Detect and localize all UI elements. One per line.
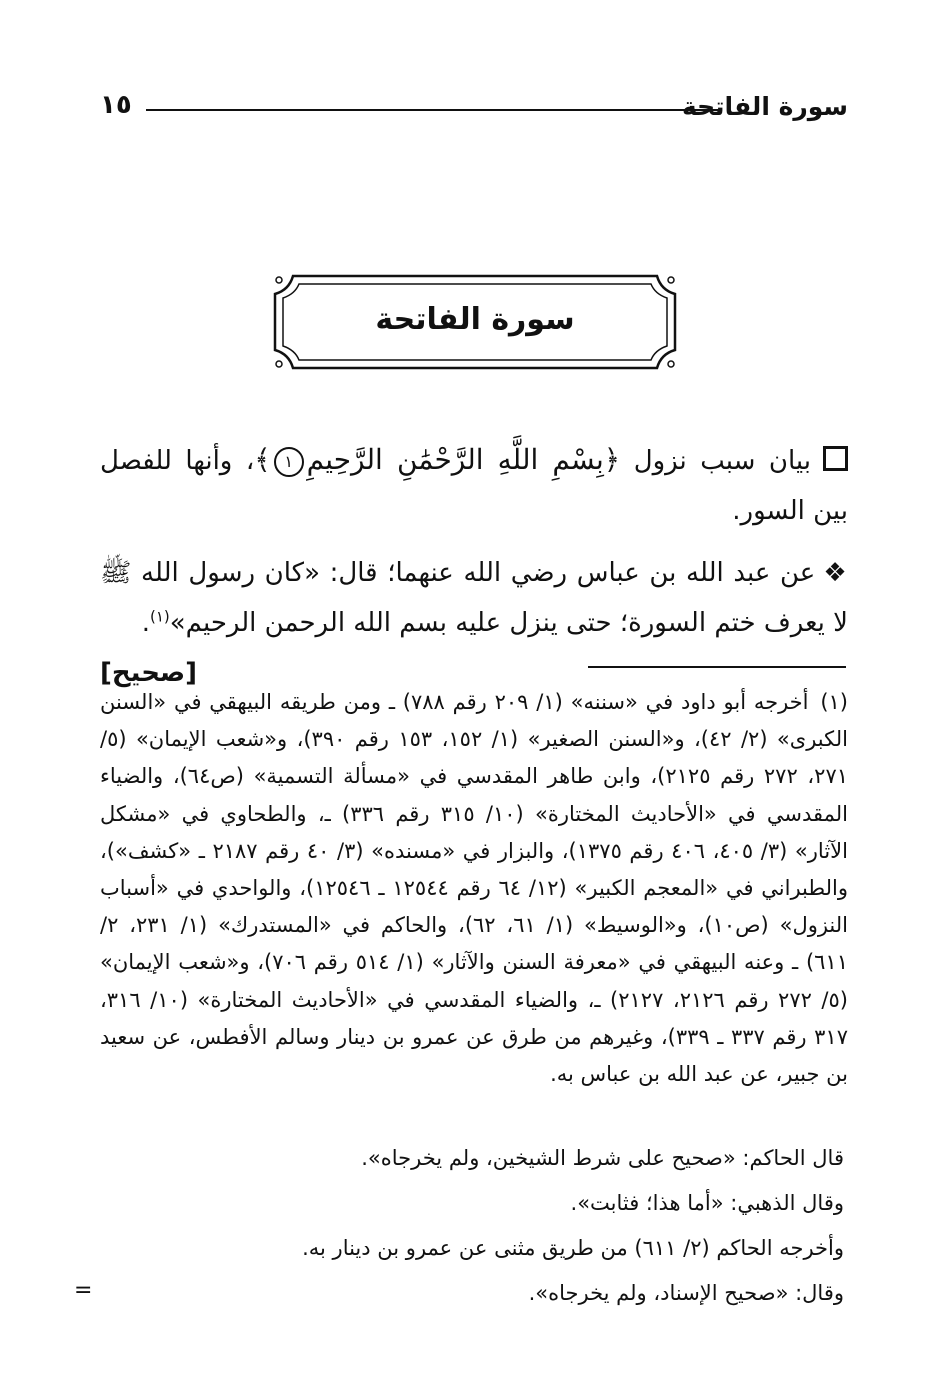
ayah-number-icon: ١: [274, 447, 304, 477]
footnote-hakim-grading: قال الحاكم: «صحيح على شرط الشيخين، ولم يخرجاه».: [361, 1146, 844, 1170]
margin-mark: =: [74, 1278, 93, 1303]
section-title-frame: [271, 272, 679, 372]
footnote-hakim-other-route: وأخرجه الحاكم (٢/ ٦١١) من طريق مثنى عن عمرو بن دينار به.: [302, 1236, 844, 1260]
page-number: ١٥: [100, 90, 132, 120]
hadith-paragraph: [100, 548, 848, 698]
header-rule: [146, 109, 718, 111]
paragraph-heading: [100, 435, 848, 536]
footnote-ref: (١): [149, 607, 170, 626]
hadith-verdict: [صحيح]: [100, 658, 197, 688]
section-title: سورة الفاتحة: [375, 302, 575, 337]
hadith-text: عن عبد الله بن عباس رضي الله عنهما؛ قال: «كان رسول الله ﷺ لا يعرف ختم السورة؛ حتى ينزل عليه بسم الله الرحمن الرحيم»: [100, 558, 848, 638]
footnote-separator: [588, 666, 846, 668]
running-header-title: سورة الفاتحة: [681, 92, 848, 121]
hadith-end: .: [141, 608, 150, 638]
footnote-number: (١): [820, 690, 848, 714]
footnote: [100, 684, 848, 1093]
footnote-text: أخرجه أبو داود في «سننه» (١/ ٢٠٩ رقم ٧٨٨) ـ ومن طريقه البيهقي في «السنن الكبرى» (٢/ ٤٢)، و«السنن الصغير» (١/ ١٥٢، ١٥٣ رقم ٣٩٠)، و«شعب الإيمان» (٥/ ٢٧١، ٢٧٢ رقم ٢١٢٥)، وابن طاهر المقدسي في «مسألة التسمية» (ص٦٤)، والضياء المقدسي في «الأحاديث المختارة» (١٠/ ٣١٥ رقم ٣٣٦) ـ، والطحاوي في «مشكل الآثار» (٣/ ٤٠٥، ٤٠٦ رقم ١٣٧٥)، والبزار في «مسنده» (٣/ ٤٠ رقم ٢١٨٧ ـ «كشف»)، والطبراني في «المعجم الكبير» (١٢/ ٦٤ رقم ١٢٥٤٤ ـ ١٢٥٤٦)، والواحدي في «أسباب النزول» (ص١٠)، و«الوسيط» (١/ ٦١، ٦٢)، والحاكم في «المستدرك» (١/ ٢٣١، ٢/ ٦١١) ـ وعنه البيهقي في «معرفة السنن والآثار» (١/ ٥١٤ رقم ٧٠٦)، و«شعب الإيمان» (٥/ ٢٧٢ رقم ٢١٢٦، ٢١٢٧) ـ، والضياء المقدسي في «الأحاديث المختارة» (١٠/ ٣١٦، ٣١٧ رقم ٣٣٧ ـ ٣٣٩)، وغيرهم من طرق عن عمرو بن دينار وسالم الأفطس، عن سعيد بن جبير، عن عبد الله بن عباس به.: [100, 690, 849, 1087]
para1-intro: بيان سبب نزول: [633, 446, 812, 476]
footnote-hakim-second-grading: وقال: «صحيح الإسناد، ولم يخرجاه».: [528, 1281, 844, 1305]
footnote-dhahabi-grading: وقال الذهبي: «أما هذا؛ فثابت».: [570, 1191, 844, 1215]
para1-rest: ، وأنها للفصل بين السور.: [100, 446, 848, 526]
running-header: [100, 88, 848, 128]
quran-verse-close: ﴾: [254, 443, 271, 476]
diamond-bullet-icon: ❖: [823, 558, 848, 588]
quran-verse: ﴿بِسْمِ اللَّهِ الرَّحْمَٰنِ الرَّحِيمِ: [306, 443, 621, 476]
checkbox-square-icon: [823, 446, 848, 471]
